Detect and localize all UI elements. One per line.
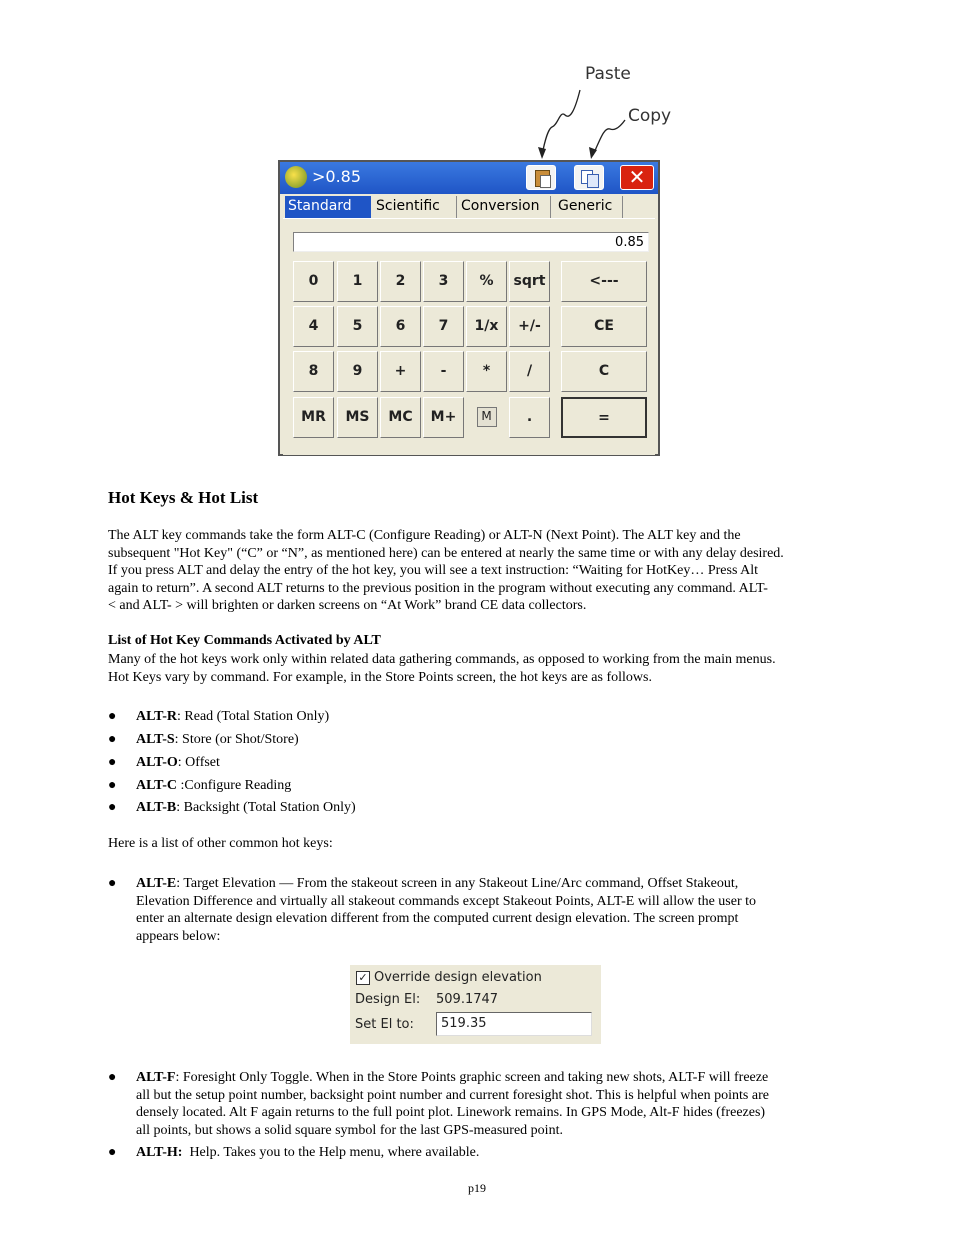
hotkey: ALT-C [136,778,177,793]
key-9[interactable]: 9 [337,351,378,392]
override-checkbox[interactable]: ✓ [356,971,370,985]
key-minus[interactable]: - [423,351,464,392]
title-bar [280,162,658,194]
bullet-icon: ● [108,1070,117,1085]
key-3[interactable]: 3 [423,261,464,302]
bullet-icon: ● [108,732,117,747]
annotation-arrows [530,85,640,165]
key-reciprocal[interactable]: 1/x [466,306,507,347]
hotkey-desc: Help. Takes you to the Help menu, where available. [182,1145,480,1160]
bullet-icon: ● [108,800,117,815]
bullet-icon: ● [108,755,117,770]
hotkey: ALT-F [136,1070,176,1085]
bullet-icon: ● [108,876,117,891]
key-6[interactable]: 6 [380,306,421,347]
key-equals[interactable]: = [561,397,647,438]
key-1[interactable]: 1 [337,261,378,302]
list-intro-line: Many of the hot keys work only within related data gathering commands, as opposed to working from the main menus. [108,652,776,667]
paste-annotation: Paste [585,64,631,84]
key-0[interactable]: 0 [293,261,334,302]
hotkey-desc: : Foresight Only Toggle. When in the Store Points graphic screen and taking new shots, ALT-F will freeze [175,1070,769,1085]
tab-standard[interactable]: Standard [285,196,371,218]
key-8[interactable]: 8 [293,351,334,392]
copy-annotation: Copy [628,106,672,126]
tab-generic[interactable]: Generic [555,196,623,218]
bullet-icon: ● [108,778,117,793]
section-heading: Hot Keys & Hot List [108,488,259,507]
set-el-input[interactable]: 519.35 [436,1012,592,1036]
hotkey-desc: : Offset [177,755,220,770]
key-memory-store[interactable]: MS [337,397,378,438]
tab-scientific[interactable]: Scientific [373,196,457,218]
intro-line: < and ALT- > will brighten or darken screens on “At Work” brand CE data collectors. [108,598,587,614]
app-icon [285,166,307,188]
key-decimal[interactable]: . [509,397,550,438]
hotkey-desc-line: Elevation Difference and virtually all stakeout commands except Stakeout Points, ALT-E will allow the user to [136,893,757,909]
hotkey: ALT-B [136,800,177,815]
key-multiply[interactable]: * [466,351,507,392]
hotkey-desc: : Store (or Shot/Store) [174,732,299,747]
hotkey-desc-line: all points, but shows a solid square symbol for the last GPS-measured point. [136,1122,563,1138]
hotkey-desc-line: densely located. Alt F again returns to the full point plot. Linework remains. In GPS Mode, Alt-F hides (freezes) [136,1105,766,1121]
tab-conversion[interactable]: Conversion [458,196,551,218]
hotkey: ALT-H: [136,1145,183,1160]
hotkey: ALT-E [136,876,177,891]
page-number: p19 [468,1181,486,1195]
list-intro-line: Hot Keys vary by command. For example, in the Store Points screen, the hot keys are as follows. [108,669,652,685]
memory-indicator-label: M [477,407,497,427]
window-title: >0.85 [312,167,362,186]
key-memory-clear[interactable]: MC [380,397,421,438]
paste-button[interactable] [526,165,556,190]
list-heading: List of Hot Key Commands Activated by ALT [108,633,381,648]
override-elevation-prompt [350,965,601,1044]
calculator-display: 0.85 [293,232,649,252]
intro-line: subsequent "Hot Key" (“C” or “N”, as mentioned here) can be entered at nearly the same time or with any delay desired. [108,545,784,561]
copy-button[interactable] [574,165,604,190]
bullet-icon: ● [108,1145,117,1160]
key-4[interactable]: 4 [293,306,334,347]
list-intro [108,651,848,686]
hotkey-desc: : Read (Total Station Only) [177,709,330,724]
hotkey-desc-line: all but the setup point number, backsight point number and current foresight shot. This is helpful when points are [136,1087,769,1103]
override-label: Override design elevation [374,970,542,985]
key-5[interactable]: 5 [337,306,378,347]
key-divide[interactable]: / [509,351,550,392]
close-button[interactable]: ✕ [620,165,654,190]
hotkey: ALT-R [136,709,177,724]
key-backspace[interactable]: <--- [561,261,647,302]
key-percent[interactable]: % [466,261,507,302]
key-negate[interactable]: +/- [509,306,550,347]
other-intro: Here is a list of other common hot keys: [108,836,333,851]
hotkey: ALT-S [136,732,175,747]
set-el-label: Set El to: [355,1017,414,1032]
key-clear-entry[interactable]: CE [561,306,647,347]
design-el-label: Design El: [355,992,421,1007]
hotkey-desc: :Configure Reading [177,778,292,793]
calculator-window [278,160,660,456]
hotkey-desc: : Target Elevation — From the stakeout screen in any Stakeout Line/Arc command, Offset Stakeout, [176,876,739,891]
key-plus[interactable]: + [380,351,421,392]
key-sqrt[interactable]: sqrt [509,261,550,302]
key-clear[interactable]: C [561,351,647,392]
intro-line: If you press ALT and delay the entry of the hot key, you will see a text instruction: “Waiting for HotKey… Press Alt [108,563,759,579]
bullet-icon: ● [108,709,117,724]
design-el-value: 509.1747 [436,992,499,1007]
memory-indicator [466,397,507,438]
intro-line: again to return”. A second ALT returns to the previous position in the program without executing any command. ALT- [108,580,768,596]
hotkey-desc-line: appears below: [136,928,221,944]
calculator-panel [283,218,655,455]
key-7[interactable]: 7 [423,306,464,347]
key-2[interactable]: 2 [380,261,421,302]
hotkey-desc-line: enter an alternate design elevation different from the computed current design elevation. The screen prompt [136,911,739,927]
hotkey-desc: : Backsight (Total Station Only) [176,800,356,815]
hotkey: ALT-O [136,755,178,770]
intro-line: The ALT key commands take the form ALT-C (Configure Reading) or ALT-N (Next Point). The ALT key and the [108,528,741,543]
key-memory-add[interactable]: M+ [423,397,464,438]
key-memory-recall[interactable]: MR [293,397,334,438]
intro-paragraph [108,527,848,615]
clipboard-icon [535,170,550,187]
